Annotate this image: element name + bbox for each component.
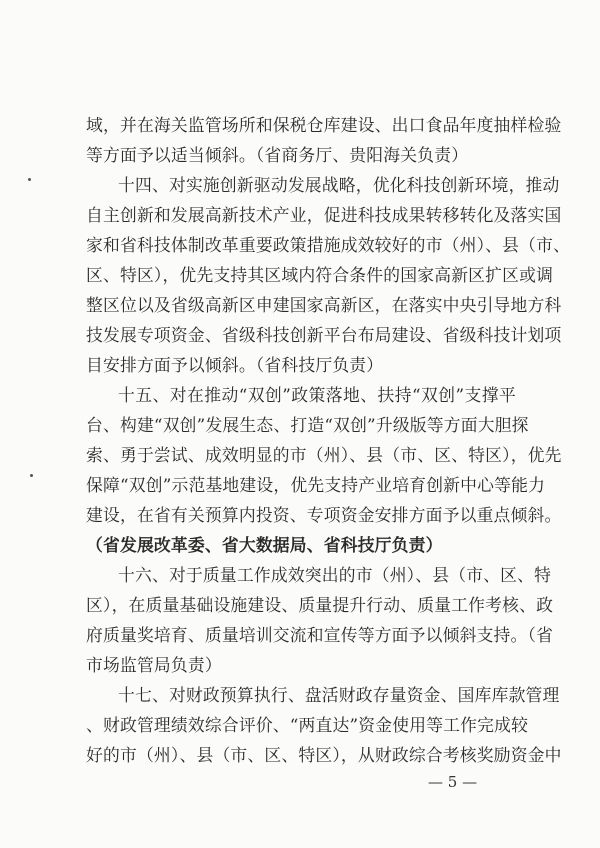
text-line-14: 建设，在省有关预算内投资、专项资金安排方面予以重点倾斜。 (86, 505, 562, 525)
text-line-2-content: 等方面予以适当倾斜。（省商务厅、贵阳海关负责） (86, 145, 469, 165)
text-line-9: 目安排方面予以倾斜。（省科技厅负责） (86, 355, 384, 375)
text-line-6: 区、特区），优先支持其区域内符合条件的国家高新区扩区或调 (86, 265, 554, 285)
text-line-2 (86, 144, 516, 166)
text-line-11: 台、构建“双创”发展生态、打造“双创”升级版等方面大胆探 (86, 415, 529, 435)
text-line-4: 自主创新和发展高新技术产业，促进科技成果转移转化及落实国 (86, 205, 562, 225)
text-line-3: 十四、对实施创新驱动发展战略，优化科技创新环境，推动 (118, 175, 560, 195)
text-line-13: 保障“双创”示范基地建设，优先支持产业培育创新中心等能力 (86, 475, 546, 495)
text-line-19: 市场监管局负责） (86, 655, 222, 675)
text-line-15: （省发展改革委、省大数据局、省科技厅负责） (86, 535, 443, 555)
scan-speck (30, 474, 33, 477)
text-line-12: 索、勇于尝试、成效明显的市（州）、县（市、区、特区），优先 (86, 445, 562, 465)
text-line-5: 家和省科技体制改革重要政策措施成效较好的市（州）、县（市、 (86, 235, 571, 255)
text-line-10: 十五、对在推动“双创”政策落地、扶持“双创”支撑平 (118, 385, 516, 405)
text-line-17: 区），在质量基础设施建设、质量提升行动、质量工作考核、政 (86, 595, 554, 615)
text-line-22: 好的市（州）、县（市、区、特区），从财政综合考核奖励资金中 (86, 745, 562, 765)
text-line-7: 整区位以及省级高新区申建国家高新区，在落实中央引导地方科 (86, 295, 562, 315)
text-line-16: 十六、对于质量工作成效突出的市（州）、县（市、区、特 (118, 565, 552, 585)
text-line-8: 技发展专项资金、省级科技创新平台布局建设、省级科技计划项 (86, 325, 562, 345)
text-line-20: 十七、对财政预算执行、盘活财政存量资金、国库库款管理 (118, 685, 560, 705)
scan-speck (28, 178, 31, 181)
text-line-21: 、财政管理绩效综合评价、“两直达”资金使用等工作完成较 (86, 715, 529, 735)
text-line-1: 域，并在海关监管场所和保税仓库建设、出口食品年度抽样检验 (86, 115, 562, 135)
page-number: — 5 — (428, 773, 478, 791)
text-line-18: 府质量奖培育、质量培训交流和宣传等方面予以倾斜支持。（省 (86, 625, 554, 645)
